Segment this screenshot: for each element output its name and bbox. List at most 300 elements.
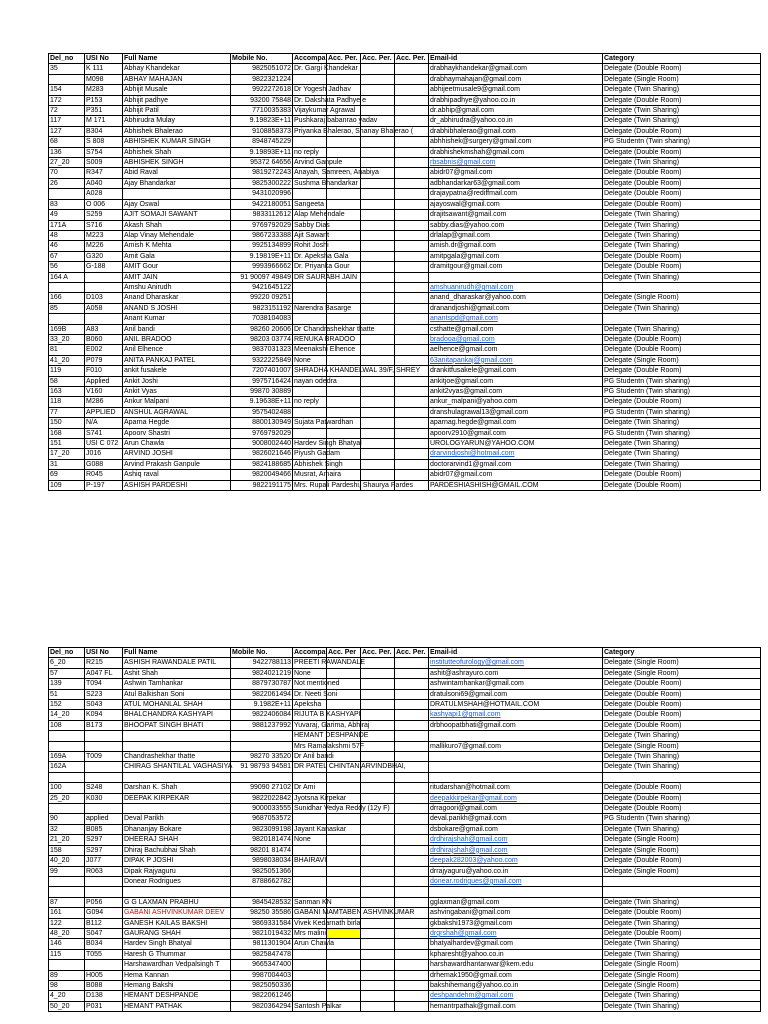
table-row	[49, 459, 761, 469]
email-cell[interactable]: institutteofurology@gmail.com	[429, 658, 603, 668]
email-cell: ashvingabani@gmail.com	[429, 908, 603, 918]
column-header-acc-per-3: Acc. Per.	[395, 54, 429, 64]
del-no-cell: 57	[49, 668, 85, 678]
acc-per-3-cell	[395, 949, 429, 959]
acc-per-3-cell	[395, 210, 429, 220]
del-no-cell	[49, 282, 85, 292]
usi-no-cell	[85, 272, 123, 282]
mobile-cell: 9819272243	[231, 168, 293, 178]
email-cell	[429, 762, 603, 772]
category-cell: Delegate (Single Room)	[603, 980, 761, 990]
category-cell: Delegate (Twin Sharing)	[603, 1001, 761, 1011]
acc-per-1-cell	[327, 147, 361, 157]
accompanying-cell: Alap Mehendale	[294, 211, 345, 219]
mobile-cell: 8800130949	[231, 418, 293, 428]
mobile-cell: 98203 03774	[231, 334, 293, 344]
accompanying-cell: Priyanka Bhalerao, Shanay Bhalerao (	[294, 127, 414, 135]
email-cell	[429, 272, 603, 282]
table-row	[49, 783, 761, 793]
del-no-cell: 122	[49, 918, 85, 928]
email-cell	[429, 752, 603, 762]
table-row	[49, 480, 761, 490]
usi-no-cell: APPLIED	[85, 407, 123, 417]
category-cell: Delegate (Twin Sharing)	[603, 939, 761, 949]
email-cell[interactable]: drdhirajshah@gmail.com	[429, 845, 603, 855]
email-cell[interactable]: donear.rodrigues@gmail.com	[429, 876, 603, 886]
accompanying-cell: Sujata Patwardhan	[294, 419, 354, 427]
category-cell: Delegate (Twin Sharing)	[603, 210, 761, 220]
usi-no-cell: B304	[85, 126, 123, 136]
usi-no-cell	[85, 772, 123, 782]
del-no-cell: 118	[49, 397, 85, 407]
table-row	[49, 418, 761, 428]
table-row	[49, 439, 761, 449]
usi-no-cell: M223	[85, 230, 123, 240]
email-cell: dsbokare@gmail.com	[429, 824, 603, 834]
column-header-mobile: Mobile No.	[231, 648, 293, 658]
category-cell: Delegate (Double Room)	[603, 178, 761, 188]
accompanying-cell: Abhishek Singh	[294, 460, 343, 468]
acc-per-1-cell	[327, 668, 361, 678]
acc-per-1-cell	[327, 991, 361, 1001]
mobile-cell: 91 98793 94581	[231, 762, 293, 772]
category-cell: Delegate (Twin Sharing)	[603, 918, 761, 928]
mobile-cell: 8879730787	[231, 679, 293, 689]
table-row	[49, 700, 761, 710]
full-name-cell: Akash Shah	[123, 220, 231, 230]
mobile-cell: 9687053572	[231, 814, 293, 824]
usi-no-cell: S297	[85, 845, 123, 855]
acc-per-3-cell	[395, 970, 429, 980]
mobile-cell: 9826021646	[231, 449, 293, 459]
usi-no-cell	[85, 804, 123, 814]
category-cell: Delegate (Double Room)	[603, 64, 761, 74]
full-name-cell: ASHISH RAWANDALE PATIL	[123, 658, 231, 668]
mobile-cell: 9881237992	[231, 720, 293, 730]
mobile-cell: 9823099198	[231, 824, 293, 834]
table-row	[49, 116, 761, 126]
accompanying-cell	[293, 887, 327, 897]
table-row	[49, 991, 761, 1001]
acc-per-3-cell	[395, 189, 429, 199]
category-cell: Delegate (Double Room)	[603, 251, 761, 261]
accompanying-cell: Piyush Gadam	[294, 450, 340, 458]
full-name-cell: Atul Balkishan Soni	[123, 689, 231, 699]
email-cell: sabby.dias@yahoo.com	[429, 220, 603, 230]
accompanying-cell: Jayant Kanaskar	[294, 825, 347, 833]
acc-per-3-cell	[395, 783, 429, 793]
del-no-cell: 14_20	[49, 710, 85, 720]
mobile-cell: 91 90097 49849	[231, 272, 293, 282]
full-name-cell: Ankur Malpani	[123, 397, 231, 407]
full-name-cell: Abhirudra Mulay	[123, 116, 231, 126]
table-row	[49, 887, 761, 897]
accompanying-cell: Dr. Dakshata Padhye e	[294, 96, 366, 104]
accompanying-cell: Dr. Apeksha Gala	[294, 252, 349, 260]
table-row	[49, 804, 761, 814]
usi-no-cell: B112	[85, 918, 123, 928]
category-cell: Delegate (Single Room)	[603, 970, 761, 980]
usi-no-cell: G088	[85, 459, 123, 469]
email-cell[interactable]: drgrshah@gmail.com	[429, 928, 603, 938]
email-cell: drbhoopatbhati@gmail.com	[429, 720, 603, 730]
attendee-table-2	[48, 647, 760, 1012]
acc-per-2-cell	[361, 700, 395, 710]
category-cell: Delegate (Single Room)	[603, 668, 761, 678]
del-no-cell: 115	[49, 949, 85, 959]
category-cell: Delegate (Double Room)	[603, 700, 761, 710]
accompanying-cell: Ajit Sawant	[294, 231, 330, 239]
category-cell: Delegate (Twin Sharing)	[603, 459, 761, 469]
category-cell: Delegate (Double Room)	[603, 126, 761, 136]
category-cell: Delegate (Single Room)	[603, 960, 761, 970]
full-name-cell: Aparna Hegde	[123, 418, 231, 428]
mobile-cell	[231, 741, 293, 751]
acc-per-1-cell	[327, 74, 361, 84]
email-cell[interactable]: 63anitapankaj@gmail.com	[429, 355, 603, 365]
column-header-usi-no: USI No	[85, 648, 123, 658]
acc-per-1-cell	[327, 970, 361, 980]
full-name-cell: ASHISH PARDESHI	[123, 480, 231, 490]
category-cell: Delegate (Double Room)	[603, 908, 761, 918]
full-name-cell: Arvind Prakash Ganpule	[123, 459, 231, 469]
accompanying-cell: Arun Chawla	[294, 940, 335, 948]
mobile-cell: 9575402488	[231, 407, 293, 417]
full-name-cell: AMIT Gour	[123, 262, 231, 272]
table-row	[49, 835, 761, 845]
email-cell: gglaxman@gmail.com	[429, 897, 603, 907]
usi-no-cell	[85, 741, 123, 751]
accompanying-cell: Narendra Basarge	[294, 304, 352, 312]
acc-per-2-cell	[361, 282, 395, 292]
del-no-cell: 69	[49, 470, 85, 480]
accompanying-cell: no reply	[293, 147, 327, 157]
acc-per-2-cell	[361, 251, 395, 261]
table-row	[49, 731, 761, 741]
acc-per-2-cell	[361, 949, 395, 959]
acc-per-3-cell	[395, 106, 429, 116]
accompanying-cell	[293, 949, 327, 959]
accompanying-cell: Mrs malini	[294, 929, 326, 937]
category-cell: Delegate (Twin Sharing)	[603, 85, 761, 95]
full-name-cell: Hema Kannan	[123, 970, 231, 980]
table-row	[49, 241, 761, 251]
category-cell: Delegate (Single Room)	[603, 658, 761, 668]
mobile-cell: 9975716424	[231, 376, 293, 386]
accompanying-cell	[293, 876, 327, 886]
usi-no-cell	[85, 960, 123, 970]
acc-per-2-cell	[361, 230, 395, 240]
table-row	[49, 793, 761, 803]
del-no-cell: 171A	[49, 220, 85, 230]
usi-no-cell	[85, 762, 123, 772]
del-no-cell: 139	[49, 679, 85, 689]
table-row	[49, 824, 761, 834]
email-cell: ankit2vyas@gmail.com	[429, 387, 603, 397]
usi-no-cell: D103	[85, 293, 123, 303]
category-cell: Delegate (Twin Sharing)	[603, 303, 761, 313]
table-row	[49, 949, 761, 959]
table-row	[49, 387, 761, 397]
usi-no-cell: S741	[85, 428, 123, 438]
acc-per-2-cell	[361, 428, 395, 438]
full-name-cell: G G LAXMAN PRABHU	[123, 897, 231, 907]
mobile-cell: 8948745229	[231, 137, 293, 147]
usi-no-cell: S297	[85, 835, 123, 845]
acc-per-2-cell	[361, 272, 395, 282]
table-row	[49, 293, 761, 303]
acc-per-3-cell	[395, 262, 429, 272]
acc-per-1-cell	[327, 241, 361, 251]
usi-no-cell: M283	[85, 85, 123, 95]
accompanying-cell: DR PATEL CHINTAN ARVINDBHAI,	[294, 763, 406, 771]
acc-per-2-cell	[361, 897, 395, 907]
email-cell: ashit@ashrayuro.com	[429, 668, 603, 678]
email-cell[interactable]: deepak282003@yahoo.com	[429, 856, 603, 866]
mobile-cell: 98201 81474	[231, 845, 293, 855]
usi-no-cell: B060	[85, 334, 123, 344]
category-cell: Delegate (Double Room)	[603, 262, 761, 272]
category-cell: Delegate (Double Room)	[603, 470, 761, 480]
acc-per-3-cell	[395, 700, 429, 710]
del-no-cell: 154	[49, 85, 85, 95]
accompanying-cell: Sunidhar Vedya Reddy (12y F)	[294, 805, 390, 813]
table-row	[49, 970, 761, 980]
acc-per-2-cell	[361, 345, 395, 355]
table-row	[49, 85, 761, 95]
acc-per-2-cell	[361, 74, 395, 84]
column-header-acc-per-2: Acc. Per.	[361, 54, 395, 64]
acc-per-2-cell	[361, 783, 395, 793]
header-row	[49, 54, 761, 64]
acc-per-1-cell	[327, 387, 361, 397]
category-cell: Delegate (Twin Sharing)	[603, 230, 761, 240]
mobile-cell: 9820049466	[231, 470, 293, 480]
category-cell: PG Studentn (Twin sharing)	[603, 137, 761, 147]
category-cell: Delegate (Twin Sharing)	[603, 106, 761, 116]
full-name-cell: Abhijit Patil	[123, 106, 231, 116]
full-name-cell: ANIL BRADOO	[123, 334, 231, 344]
category-cell: Delegate (Double Room)	[603, 147, 761, 157]
usi-no-cell: S716	[85, 220, 123, 230]
acc-per-2-cell	[361, 199, 395, 209]
category-cell: Delegate (Double Room)	[603, 189, 761, 199]
acc-per-2-cell	[361, 459, 395, 469]
email-cell[interactable]: rbsabnis@gmail.com	[429, 158, 603, 168]
usi-no-cell: S259	[85, 210, 123, 220]
full-name-cell: ABHAY MAHAJAN	[123, 74, 231, 84]
acc-per-2-cell	[361, 866, 395, 876]
del-no-cell: 17_20	[49, 449, 85, 459]
email-cell[interactable]: bradooa@gmail.com	[429, 334, 603, 344]
full-name-cell: Dipak Rajyaguru	[123, 866, 231, 876]
header-row	[49, 648, 761, 658]
acc-per-3-cell	[395, 355, 429, 365]
mobile-cell: 93200 75848	[231, 95, 293, 105]
category-cell: Delegate (Double Room)	[603, 928, 761, 938]
table-row	[49, 939, 761, 949]
accompanying-cell: Musrat, Amaira	[294, 471, 342, 479]
mobile-cell	[231, 772, 293, 782]
acc-per-2-cell	[361, 658, 395, 668]
full-name-cell: Arun Chawla	[123, 439, 231, 449]
mobile-cell	[231, 731, 293, 741]
table-row	[49, 158, 761, 168]
category-cell: Delegate (Twin Sharing)	[603, 949, 761, 959]
email-cell[interactable]: amshuanirudh@gmail.com	[429, 282, 603, 292]
del-no-cell	[49, 314, 85, 324]
accompanying-cell	[293, 845, 327, 855]
acc-per-3-cell	[395, 939, 429, 949]
category-cell: Delegate (Double Room)	[603, 345, 761, 355]
usi-no-cell	[85, 731, 123, 741]
usi-no-cell	[85, 876, 123, 886]
table-row	[49, 262, 761, 272]
mobile-cell: 9925134899	[231, 241, 293, 251]
del-no-cell: 87	[49, 897, 85, 907]
mobile-cell: 7207401007	[231, 366, 293, 376]
acc-per-2-cell	[361, 1001, 395, 1011]
del-no-cell: 67	[49, 251, 85, 261]
email-cell: drragoori@gmail.com	[429, 804, 603, 814]
category-cell: Delegate (Single Room)	[603, 293, 761, 303]
acc-per-3-cell	[395, 731, 429, 741]
usi-no-cell: Applied	[85, 376, 123, 386]
accompanying-cell: Hardev Singh Bhatyal	[294, 440, 362, 448]
acc-per-3-cell	[395, 241, 429, 251]
email-cell[interactable]: deepakkirpekar@gmail.com	[429, 793, 603, 803]
accompanying-cell	[293, 428, 327, 438]
table-row	[49, 720, 761, 730]
acc-per-3-cell	[395, 824, 429, 834]
acc-per-3-cell	[395, 147, 429, 157]
acc-per-3-cell	[395, 324, 429, 334]
table-row	[49, 668, 761, 678]
email-cell: UROLOGYARUN@YAHOO.COM	[429, 439, 603, 449]
acc-per-3-cell	[395, 710, 429, 720]
email-cell[interactable]: drdhirajshah@gmail.com	[429, 835, 603, 845]
usi-no-cell: G-188	[85, 262, 123, 272]
acc-per-3-cell	[395, 772, 429, 782]
usi-no-cell: D138	[85, 991, 123, 1001]
email-cell: drabhaykhandekar@gmail.com	[429, 64, 603, 74]
acc-per-1-cell	[327, 949, 361, 959]
table-row	[49, 449, 761, 459]
accompanying-cell: HEMANT DESHPANDE	[294, 732, 369, 740]
usi-no-cell: S009	[85, 158, 123, 168]
accompanying-cell: DR SAURABH JAIN	[294, 273, 358, 281]
acc-per-3-cell	[395, 668, 429, 678]
mobile-cell: 9845428532	[231, 897, 293, 907]
accompanying-cell	[293, 960, 327, 970]
acc-per-1-cell	[327, 293, 361, 303]
del-no-cell: 119	[49, 366, 85, 376]
acc-per-2-cell	[361, 106, 395, 116]
accompanying-cell: Pushkaraj babanrao yadav	[294, 117, 378, 125]
email-cell: bhatyalhardev@gmail.com	[429, 939, 603, 949]
accompanying-cell	[293, 772, 327, 782]
usi-no-cell: J077	[85, 856, 123, 866]
accompanying-cell: Sushma Bhandarkar	[294, 179, 358, 187]
usi-no-cell: K094	[85, 710, 123, 720]
mobile-cell: 98250 35586	[231, 908, 293, 918]
del-no-cell: 83	[49, 199, 85, 209]
del-no-cell: 68	[49, 137, 85, 147]
email-cell[interactable]: deshpandehm@gmail.com	[429, 991, 603, 1001]
usi-no-cell	[85, 282, 123, 292]
accompanying-cell	[293, 282, 327, 292]
acc-per-3-cell	[395, 720, 429, 730]
full-name-cell: Ashiq raval	[123, 470, 231, 480]
usi-no-cell: R215	[85, 658, 123, 668]
accompanying-cell	[293, 137, 327, 147]
acc-per-2-cell	[361, 376, 395, 386]
category-cell: PG Studentn (Twin sharing)	[603, 428, 761, 438]
email-cell[interactable]: anantspd@gmail.com	[429, 314, 603, 324]
acc-per-2-cell	[361, 845, 395, 855]
del-no-cell: 169B	[49, 324, 85, 334]
acc-per-2-cell	[361, 85, 395, 95]
del-no-cell: 48	[49, 230, 85, 240]
table-row	[49, 845, 761, 855]
acc-per-3-cell	[395, 116, 429, 126]
usi-no-cell: B034	[85, 939, 123, 949]
category-cell	[603, 876, 761, 886]
acc-per-3-cell	[395, 220, 429, 230]
table-row	[49, 366, 761, 376]
table-row	[49, 282, 761, 292]
category-cell: Delegate (Double Room)	[603, 856, 761, 866]
del-no-cell: 40_20	[49, 856, 85, 866]
category-cell: Delegate (Double Room)	[603, 168, 761, 178]
category-cell: Delegate (Twin Sharing)	[603, 116, 761, 126]
table-row	[49, 210, 761, 220]
full-name-cell	[123, 772, 231, 782]
accompanying-cell	[293, 980, 327, 990]
acc-per-2-cell	[361, 960, 395, 970]
acc-per-3-cell	[395, 407, 429, 417]
full-name-cell: Abhay Khandekar	[123, 64, 231, 74]
category-cell	[603, 887, 761, 897]
del-no-cell: 127	[49, 126, 85, 136]
mobile-cell: 9.19893E+11	[231, 147, 293, 157]
usi-no-cell: M 171	[85, 116, 123, 126]
usi-no-cell: S223	[85, 689, 123, 699]
acc-per-3-cell	[395, 897, 429, 907]
email-cell[interactable]: drarvindjoshi@hotmail.com	[429, 449, 603, 459]
full-name-cell: Darshan K. Shah	[123, 783, 231, 793]
del-no-cell: 48_20	[49, 928, 85, 938]
mobile-cell: 99220 09251	[231, 293, 293, 303]
email-cell[interactable]: kashyapi1@gmail.com	[429, 710, 603, 720]
email-cell: ankitjoe@gmail.com	[429, 376, 603, 386]
mobile-cell: 9825050336	[231, 980, 293, 990]
usi-no-cell: B085	[85, 824, 123, 834]
acc-per-2-cell	[361, 856, 395, 866]
full-name-cell: Ashwin Tamhankar	[123, 679, 231, 689]
acc-per-2-cell	[361, 137, 395, 147]
email-cell: mallikuro7@gmail.com	[429, 741, 603, 751]
column-header-category: Category	[603, 648, 761, 658]
del-no-cell: 81	[49, 345, 85, 355]
acc-per-3-cell	[395, 928, 429, 938]
del-no-cell: 169A	[49, 752, 85, 762]
email-cell: bakshihemang@yahoo.co.in	[429, 980, 603, 990]
acc-per-2-cell	[361, 397, 395, 407]
full-name-cell: Amit Gala	[123, 251, 231, 261]
category-cell	[603, 314, 761, 324]
usi-no-cell: B173	[85, 720, 123, 730]
